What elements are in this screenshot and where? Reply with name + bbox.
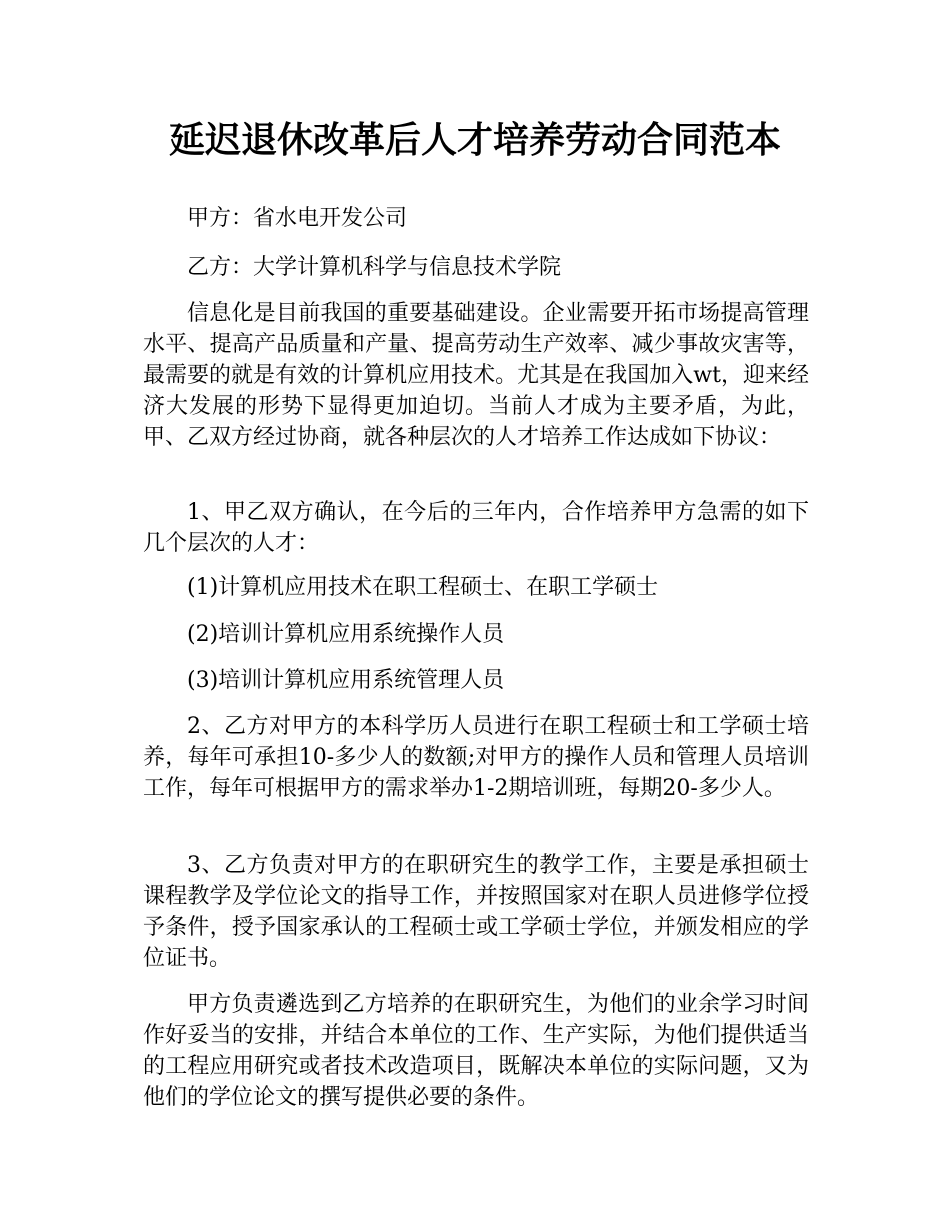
intro-paragraph: 信息化是目前我国的重要基础建设。企业需要开拓市场提高管理水平、提高产品质量和产量、提高劳动生产效率、减少事故灾害等，最需要的就是有效的计算机应用技术。尤其是在我国加入wt，迎来经济大发展的形势下显得更加迫切。当前人才成为主要矛盾，为此，甲、乙双方经过协商，就各种层次的人才培养工作达成如下协议： xyxy=(143,301,809,450)
party-a-duty-paragraph: 甲方负责遴选到乙方培养的在职研究生，为他们的业余学习时间作好妥当的安排，并结合本单位的工作、生产实际，为他们提供适当的工程应用研究或者技术改造项目，既解决本单位的实际问题，又为他们的学位论文的撰写提供必要的条件。 xyxy=(143,992,809,1110)
clause-2-paragraph: 2、乙方对甲方的本科学历人员进行在职工程硕士和工学硕士培养，每年可承担10-多少人的数额;对甲方的操作人员和管理人员培训工作，每年可根据甲方的需求举办1-2期培训班，每期20-多少人。 xyxy=(143,714,809,801)
list-item-1: (1)计算机应用技术在职工程硕士、在职工学硕士 xyxy=(187,575,659,600)
list-item-2: (2)培训计算机应用系统操作人员 xyxy=(187,622,505,647)
party-b-line: 乙方：大学计算机科学与信息技术学院 xyxy=(187,255,562,280)
list-item-3: (3)培训计算机应用系统管理人员 xyxy=(187,668,505,693)
document-title: 延迟退休改革后人才培养劳动合同范本 xyxy=(168,120,781,161)
clause-3-paragraph: 3、乙方负责对甲方的在职研究生的教学工作，主要是承担硕士课程教学及学位论文的指导工作，并按照国家对在职人员进修学位授予条件，授予国家承认的工程硕士或工学硕士学位，并颁发相应的学位证书。 xyxy=(143,853,809,971)
clause-1-paragraph: 1、甲乙双方确认，在今后的三年内，合作培养甲方急需的如下几个层次的人才： xyxy=(143,500,809,556)
party-a-line: 甲方：省水电开发公司 xyxy=(187,206,408,231)
